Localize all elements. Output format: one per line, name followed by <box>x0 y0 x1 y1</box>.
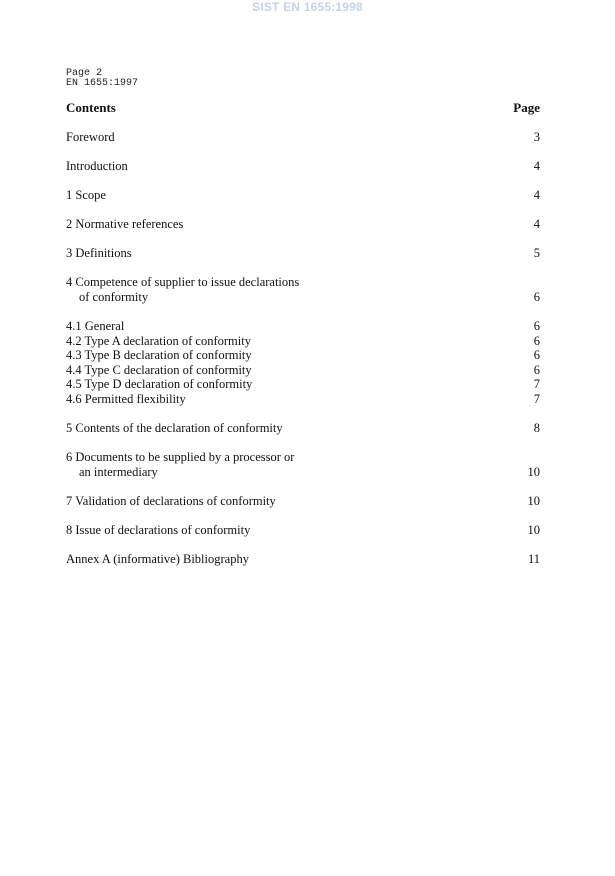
toc-entry-label: 3 Definitions <box>66 246 132 260</box>
toc-entry-page: 4 <box>533 188 540 202</box>
toc-entry-type-b[interactable] <box>66 348 540 364</box>
page-column-heading: Page <box>513 100 540 115</box>
toc-entry-label: 4.1 General <box>66 319 125 333</box>
toc-entry-page: 3 <box>533 130 540 144</box>
toc-entry-page: 10 <box>527 494 540 508</box>
toc-entry-label: 4.2 Type A declaration of conformity <box>66 334 251 348</box>
toc-entry-label: 4.3 Type B declaration of conformity <box>66 348 252 362</box>
page-number: Page 2 <box>66 68 103 79</box>
toc-entry-contents-of-declaration[interactable] <box>66 421 540 437</box>
toc-entry-label: 5 Contents of the declaration of conformity <box>66 421 283 435</box>
toc-entry-label-continued: an intermediary <box>79 465 158 479</box>
toc-entry-general[interactable] <box>66 319 540 335</box>
toc-entry-documents-supplied[interactable] <box>66 450 540 479</box>
page-header <box>66 69 138 89</box>
toc-entry-label: 4.6 Permitted flexibility <box>66 392 186 406</box>
toc-entry-page: 4 <box>533 159 540 173</box>
toc-entry-foreword[interactable] <box>66 130 540 146</box>
toc-entry-normative-references[interactable] <box>66 217 540 233</box>
toc-entry-scope[interactable] <box>66 188 540 204</box>
toc-entry-introduction[interactable] <box>66 159 540 175</box>
toc-entry-page: 5 <box>533 246 540 260</box>
watermark: SIST EN 1655:1998 <box>252 0 363 14</box>
toc-entry-label: Introduction <box>66 159 128 173</box>
toc-entry-label: 4.5 Type D declaration of conformity <box>66 377 253 391</box>
toc-entry-page: 6 <box>533 319 540 333</box>
toc-entry-page: 10 <box>527 523 540 537</box>
toc-entry-page: 6 <box>533 334 540 348</box>
toc-entry-page: 6 <box>533 348 540 362</box>
toc-entry-label: 8 Issue of declarations of conformity <box>66 523 251 537</box>
toc-entry-annex-a[interactable] <box>66 552 540 568</box>
contents-title: Contents <box>66 100 116 115</box>
toc-entry-label-continued: of conformity <box>79 290 149 304</box>
toc-entry-page: 7 <box>533 377 540 391</box>
toc-entry-label: 1 Scope <box>66 188 106 202</box>
contents-heading-row <box>66 100 540 116</box>
toc-entry-page: 11 <box>527 552 540 566</box>
toc-entry-label: 4 Competence of supplier to issue declarations <box>66 275 300 289</box>
toc-entry-issue[interactable] <box>66 523 540 539</box>
toc-entry-page: 6 <box>533 290 540 304</box>
toc-entry-page: 4 <box>533 217 540 231</box>
toc-entry-page: 7 <box>533 392 540 406</box>
toc-entry-page: 6 <box>533 363 540 377</box>
toc-entry-label: 6 Documents to be supplied by a processor or <box>66 450 295 464</box>
toc-entry-page: 10 <box>527 465 540 479</box>
toc-entry-validation[interactable] <box>66 494 540 510</box>
toc-entry-page: 8 <box>533 421 540 435</box>
standard-reference: EN 1655:1997 <box>66 78 139 89</box>
toc-entry-label: 4.4 Type C declaration of conformity <box>66 363 252 377</box>
toc-entry-label: Foreword <box>66 130 115 144</box>
toc-entry-label: 7 Validation of declarations of conformity <box>66 494 276 508</box>
toc-entry-permitted-flexibility[interactable] <box>66 392 540 408</box>
toc-entry-label: 2 Normative references <box>66 217 184 231</box>
toc-entry-label: Annex A (informative) Bibliography <box>66 552 249 566</box>
toc-entry-competence[interactable] <box>66 275 540 304</box>
toc-entry-definitions[interactable] <box>66 246 540 262</box>
toc-entry-type-d[interactable] <box>66 377 540 393</box>
